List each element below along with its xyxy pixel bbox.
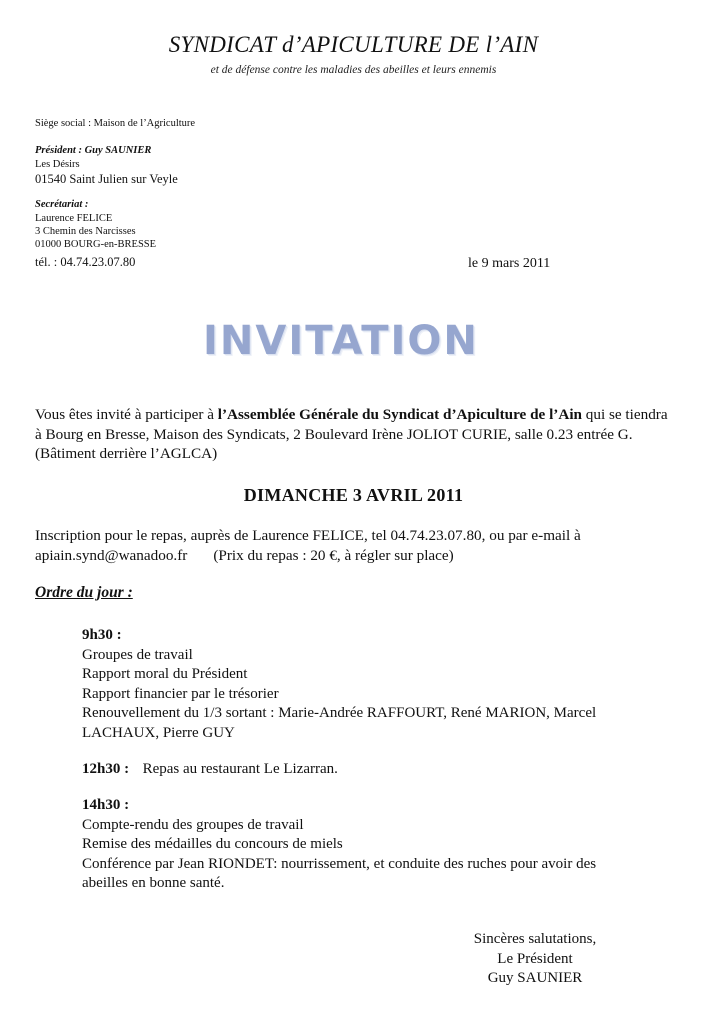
- president-address-line2: 01540 Saint Julien sur Veyle: [35, 172, 178, 186]
- intro-text-start: Vous êtes invité à participer à: [35, 406, 218, 423]
- email-link[interactable]: apiain.synd@wanadoo.fr: [35, 547, 188, 564]
- signatory-name: Guy SAUNIER: [487, 970, 583, 986]
- agenda-item: Rapport financier par le trésorier: [82, 685, 279, 702]
- letterhead-subtitle: et de défense contre les maladies des abeilles et leurs ennemis: [210, 64, 497, 76]
- agenda-item: Repas au restaurant Le Lizarran.: [142, 761, 338, 777]
- intro-assembly-name: l’Assemblée Générale du Syndicat d’Apiculture de l’Ain: [217, 406, 582, 423]
- phone-number: tél. : 04.74.23.07.80: [35, 255, 136, 269]
- agenda-slot-lunch: [82, 760, 338, 780]
- intro-paragraph: [35, 405, 675, 464]
- agenda-slot-morning: [82, 626, 596, 743]
- agenda-time: 14h30 :: [82, 797, 130, 813]
- closing-salutation: Sincères salutations,: [473, 931, 597, 947]
- agenda-item: LACHAUX, Pierre GUY: [82, 724, 235, 741]
- invitation-heading: INVITATION: [203, 318, 479, 364]
- president-label: Président : Guy SAUNIER: [35, 145, 152, 156]
- inscription-paragraph: [35, 526, 675, 566]
- secretariat-line2: 3 Chemin des Narcisses: [35, 226, 136, 237]
- agenda-heading: Ordre du jour :: [35, 584, 133, 601]
- agenda-slot-afternoon: [82, 796, 596, 894]
- letterhead-title: SYNDICAT d’APICULTURE DE l’AIN: [168, 32, 539, 57]
- signature-block: [440, 930, 630, 989]
- agenda-item: Compte-rendu des groupes de travail: [82, 816, 304, 833]
- agenda-item: Groupes de travail: [82, 646, 193, 663]
- inscription-contact: [35, 546, 675, 566]
- secretariat-line3: 01000 BOURG-en-BRESSE: [35, 239, 157, 250]
- event-date: DIMANCHE 3 AVRIL 2011: [243, 485, 464, 505]
- letter-date: le 9 mars 2011: [468, 256, 551, 271]
- inscription-line: Inscription pour le repas, auprès de Laurence FELICE, tel 04.74.23.07.80, ou par e-mail à: [35, 527, 581, 544]
- agenda-item: Remise des médailles du concours de miels: [82, 836, 343, 852]
- agenda-item: abeilles en bonne santé.: [82, 875, 225, 891]
- meal-price: (Prix du repas : 20 €, à régler sur place): [213, 547, 454, 564]
- agenda-item: Rapport moral du Président: [82, 666, 248, 682]
- agenda-item: Conférence par Jean RIONDET: nourrissement, et conduite des ruches pour avoir des: [82, 855, 597, 872]
- intro-text-end: qui se tiendra à Bourg en Bresse, Maison des Syndicats, 2 Boulevard Irène JOLIOT CURIE, salle 0.23 entrée G. (Bâtiment derrière l’AGLCA): [35, 406, 668, 462]
- president-address-line1: Les Désirs: [35, 159, 80, 170]
- agenda-time: 9h30 :: [82, 627, 122, 643]
- secretariat-line1: Laurence FELICE: [35, 213, 113, 224]
- agenda-time: 12h30 :: [82, 761, 130, 777]
- signatory-title: Le Président: [497, 950, 573, 967]
- siege-social: Siège social : Maison de l’Agriculture: [35, 118, 196, 129]
- secretariat-label: Secrétariat :: [35, 199, 89, 210]
- agenda-item: Renouvellement du 1/3 sortant : Marie-Andrée RAFFOURT, René MARION, Marcel: [82, 705, 597, 721]
